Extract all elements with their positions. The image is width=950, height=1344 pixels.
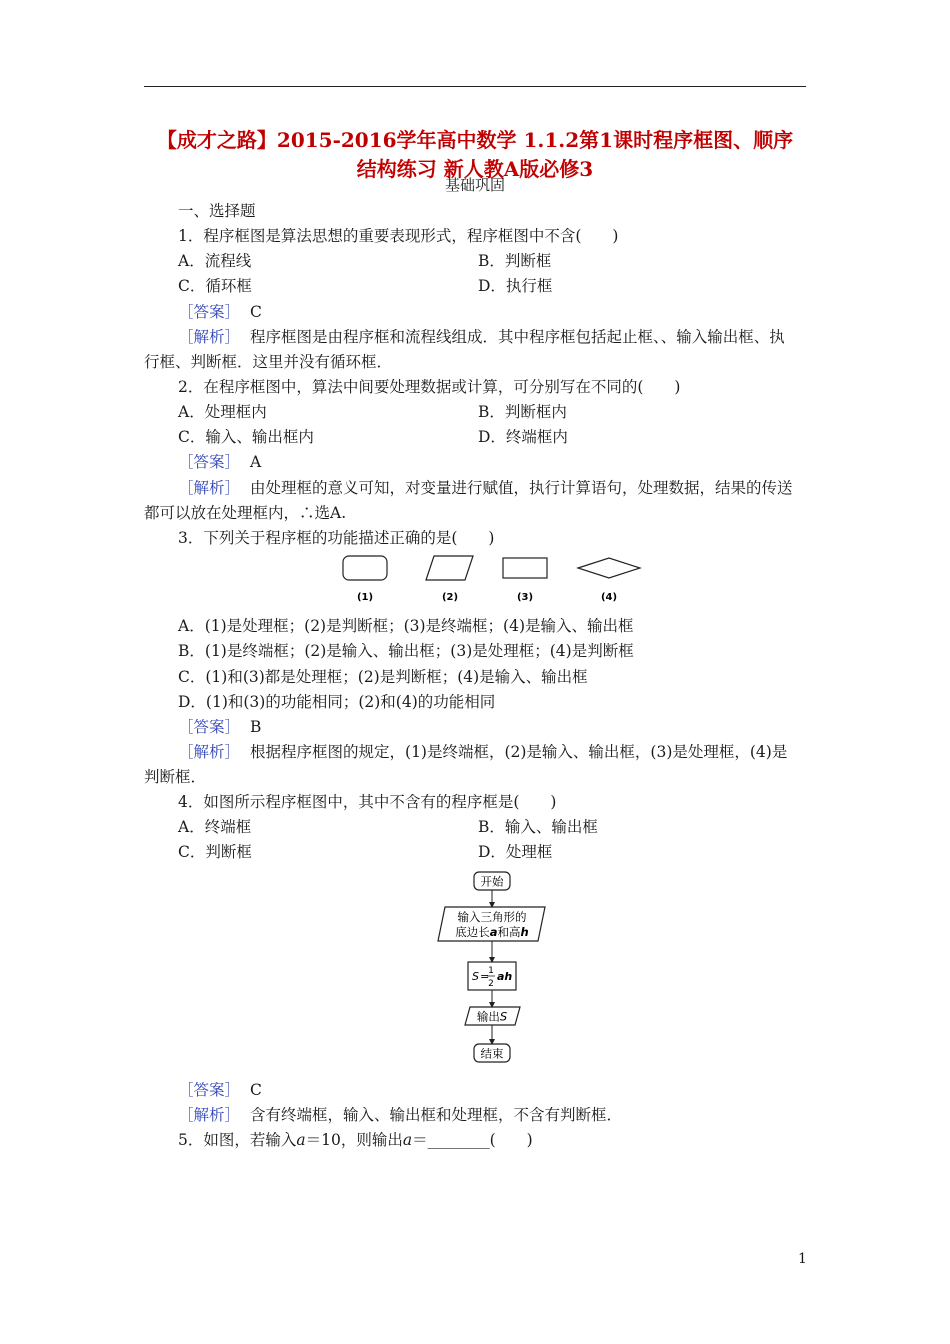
q1-analysis-text1: 程序框图是由程序框和流程线组成．其中程序框包括起止框、、输入输出框、执: [250, 328, 785, 346]
q4-option-b: B．输入、输出框: [478, 818, 598, 836]
q3-answer-tag: ［答案］: [178, 718, 241, 736]
q2-stem: 2．在程序框图中，算法中间要处理数据或计算，可分别写在不同的( ): [178, 378, 681, 396]
q4-analysis-text1: 含有终端框，输入、输出框和处理框，不含有判断框．: [250, 1106, 623, 1124]
q1-analysis-tag: ［解析］: [178, 328, 241, 346]
q1-option-a: A．流程线: [178, 252, 252, 270]
q1-option-c: C．循环框: [178, 277, 252, 295]
shape-label-3: (3): [516, 592, 534, 603]
q2-option-c: C．输入、输出框内: [178, 428, 314, 446]
flow-output-text: 输出S: [476, 1009, 508, 1024]
doc-subtitle: 基础巩固: [444, 176, 505, 194]
q4-analysis-line1: [178, 1103, 622, 1125]
q2-option-a: A．处理框内: [178, 403, 267, 421]
q3-stem: 3．下列关于程序框的功能描述正确的是( ): [178, 529, 495, 547]
q3-option-c: C．(1)和(3)都是处理框；(2)是判断框；(4)是输入、输出框: [178, 668, 588, 686]
q1-option-d: D．执行框: [478, 277, 553, 295]
q3-analysis-text1: 根据程序框图的规定，(1)是终端框，(2)是输入、输出框，(3)是处理框，(4)是: [250, 743, 788, 761]
q4-option-d: D．处理框: [478, 843, 553, 861]
q1-analysis-line2: 行框、判断框．这里并没有循环框．: [144, 353, 393, 371]
q2-analysis-line2: 都可以放在处理框内，∴选A.: [144, 504, 347, 522]
q1-stem: 1．程序框图是算法思想的重要表现形式，程序框图中不含( ): [178, 227, 619, 245]
q4-option-c: C．判断框: [178, 843, 252, 861]
q4-option-a: A．终端框: [178, 818, 252, 836]
io-shape: [426, 556, 473, 580]
decision-shape: [578, 558, 640, 578]
flow-input-line1: 输入三角形的: [457, 910, 527, 924]
q1-answer-value: C: [250, 303, 262, 321]
flow-process-num: 1: [488, 966, 494, 976]
flow-process-ah: ah: [497, 970, 513, 983]
q4-stem: 4．如图所示程序框图中，其中不含有的程序框是( ): [178, 793, 557, 811]
header-rule: [144, 86, 806, 87]
q3-answer: [178, 715, 261, 737]
shape-label-2: (2): [441, 592, 459, 603]
q2-answer-tag: ［答案］: [178, 453, 241, 471]
shape-label-1: (1): [356, 592, 374, 603]
q2-answer: [178, 450, 261, 472]
q1-answer-tag: ［答案］: [178, 303, 241, 321]
q4-flowchart: [425, 866, 555, 1066]
q5-stem: 5．如图，若输入a＝10，则输出a＝________( ): [178, 1131, 533, 1149]
flow-process-den: 2: [488, 979, 494, 989]
q3-option-b: B．(1)是终端框；(2)是输入、输出框；(3)是处理框；(4)是判断框: [178, 642, 634, 660]
q3-shapes-figure: [330, 552, 650, 604]
q1-option-b: B．判断框: [478, 252, 552, 270]
q2-answer-value: A: [250, 453, 262, 471]
section-heading: 一、选择题: [178, 202, 256, 220]
q3-answer-value: B: [250, 718, 262, 736]
flow-process-s: S: [472, 970, 479, 983]
q2-analysis-line1: [178, 476, 793, 498]
terminal-shape: [343, 556, 387, 580]
q2-option-d: D．终端框内: [478, 428, 568, 446]
q3-analysis-tag: ［解析］: [178, 743, 241, 761]
q2-option-b: B．判断框内: [478, 403, 567, 421]
q4-answer-value: C: [250, 1081, 262, 1099]
doc-title-line2: 结构练习 新人教A版必修3: [356, 157, 594, 181]
q4-answer-tag: ［答案］: [178, 1081, 241, 1099]
q3-option-a: A．(1)是处理框；(2)是判断框；(3)是终端框；(4)是输入、输出框: [178, 617, 634, 635]
q2-analysis-text1: 由处理框的意义可知，对变量进行赋值，执行计算语句，处理数据，结果的传送: [250, 479, 793, 497]
page-number: 1: [798, 1251, 807, 1267]
doc-title-line1: 【成才之路】2015-2016学年高中数学 1.1.2第1课时程序框图、顺序: [156, 128, 794, 152]
flow-input-line2: 底边长a和高h: [455, 925, 529, 939]
q3-analysis-line2: 判断框．: [144, 768, 207, 786]
q2-analysis-tag: ［解析］: [178, 479, 241, 497]
q1-analysis-line1: [178, 325, 785, 347]
process-shape: [503, 558, 547, 578]
q3-option-d: D．(1)和(3)的功能相同；(2)和(4)的功能相同: [178, 693, 496, 711]
q4-answer: [178, 1078, 262, 1100]
shape-label-4: (4): [600, 592, 618, 603]
q4-analysis-tag: ［解析］: [178, 1106, 241, 1124]
flow-start-text: 开始: [480, 874, 504, 889]
flow-process-eq: =: [480, 970, 490, 983]
q3-analysis-line1: [178, 740, 787, 762]
flow-end-text: 结束: [480, 1046, 504, 1061]
q1-answer: [178, 300, 262, 322]
